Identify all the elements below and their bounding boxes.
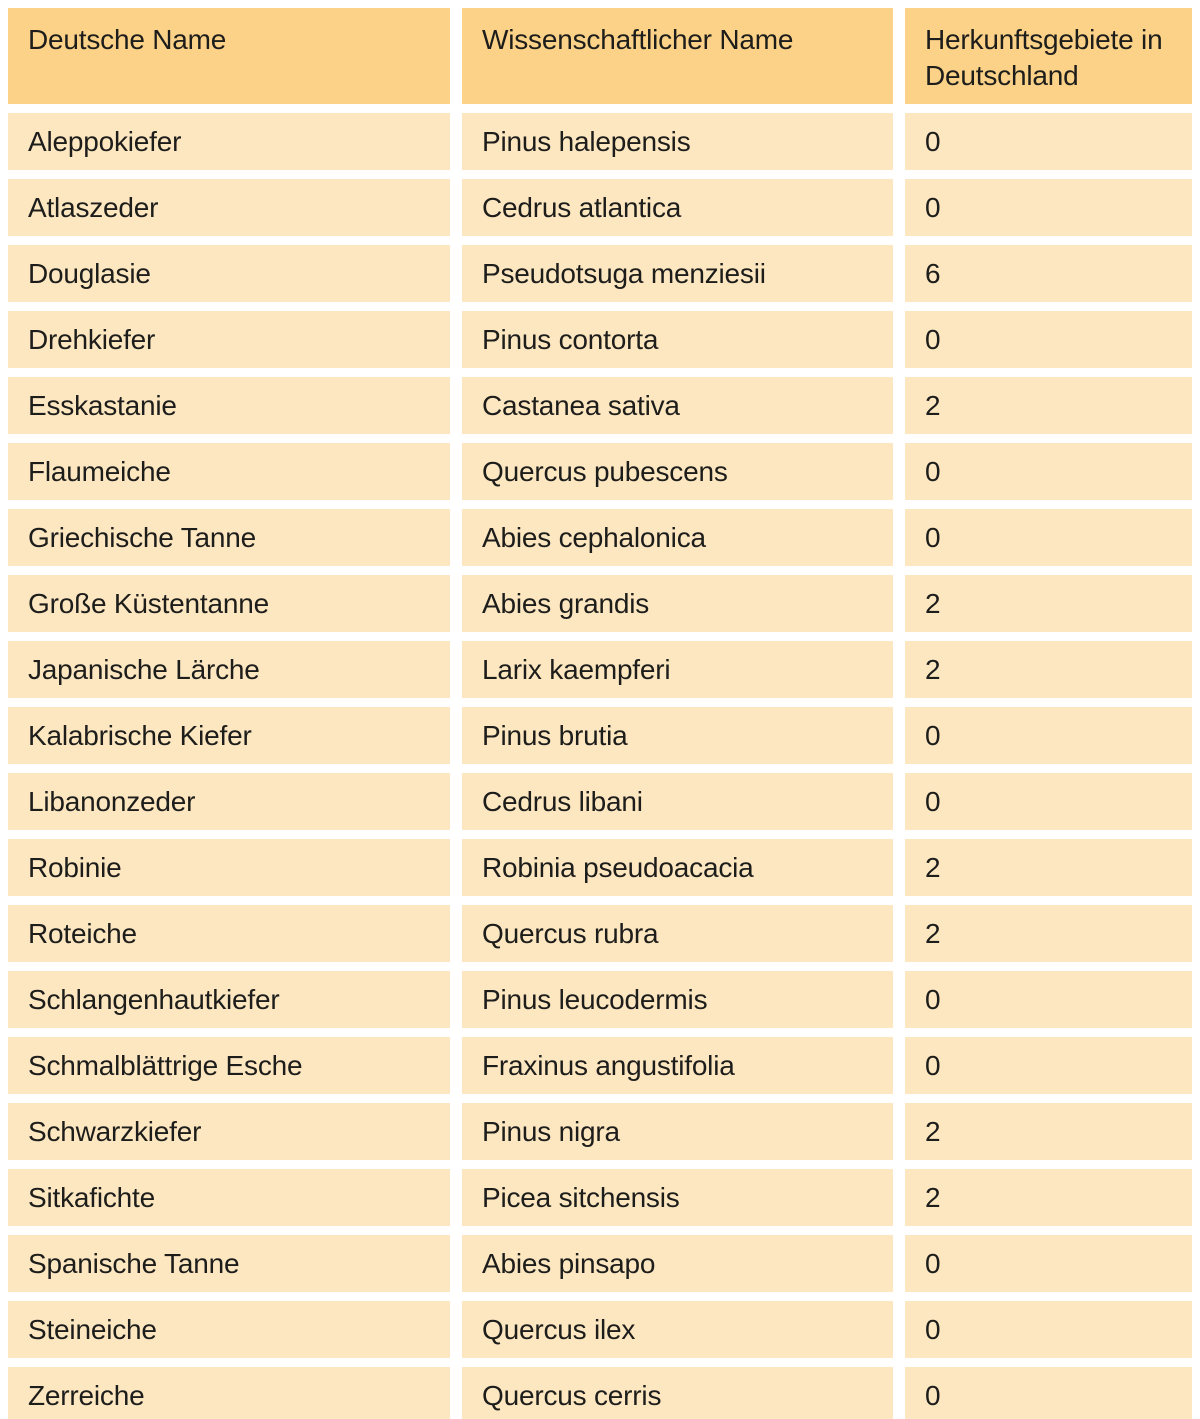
cell-origin-areas: 0: [905, 971, 1192, 1028]
cell-scientific-name: Picea sitchensis: [462, 1169, 893, 1226]
cell-german-name: Schlangenhautkiefer: [8, 971, 450, 1028]
cell-scientific-name: Pinus contorta: [462, 311, 893, 368]
cell-scientific-name: Larix kaempferi: [462, 641, 893, 698]
column-header-origin-areas: [905, 8, 1192, 104]
cell-origin-areas: 2: [905, 575, 1192, 632]
cell-scientific-name: Quercus cerris: [462, 1367, 893, 1419]
cell-german-name: Schwarzkiefer: [8, 1103, 450, 1160]
cell-origin-areas: 6: [905, 245, 1192, 302]
cell-scientific-name: Abies grandis: [462, 575, 893, 632]
column-header-label: Wissenschaftlicher Name: [482, 24, 794, 55]
cell-german-name: Flaumeiche: [8, 443, 450, 500]
cell-german-name: Robinie: [8, 839, 450, 896]
cell-german-name: Douglasie: [8, 245, 450, 302]
cell-origin-areas: 0: [905, 773, 1192, 830]
cell-german-name: Aleppokiefer: [8, 113, 450, 170]
cell-origin-areas: 0: [905, 707, 1192, 764]
cell-scientific-name: Castanea sativa: [462, 377, 893, 434]
column-header-label: Herkunftsgebiete in Deutschland: [925, 24, 1163, 91]
cell-scientific-name: Abies cephalonica: [462, 509, 893, 566]
cell-scientific-name: Abies pinsapo: [462, 1235, 893, 1292]
column-header-german-name: [8, 8, 450, 104]
cell-origin-areas: 2: [905, 1169, 1192, 1226]
cell-german-name: Drehkiefer: [8, 311, 450, 368]
cell-german-name: Esskastanie: [8, 377, 450, 434]
cell-german-name: Japanische Lärche: [8, 641, 450, 698]
cell-origin-areas: 0: [905, 113, 1192, 170]
cell-origin-areas: 0: [905, 509, 1192, 566]
cell-german-name: Libanonzeder: [8, 773, 450, 830]
cell-scientific-name: Pinus nigra: [462, 1103, 893, 1160]
cell-origin-areas: 2: [905, 839, 1192, 896]
cell-origin-areas: 0: [905, 311, 1192, 368]
cell-scientific-name: Quercus rubra: [462, 905, 893, 962]
cell-german-name: Sitkafichte: [8, 1169, 450, 1226]
cell-origin-areas: 0: [905, 1301, 1192, 1358]
cell-german-name: Zerreiche: [8, 1367, 450, 1419]
cell-german-name: Schmalblättrige Esche: [8, 1037, 450, 1094]
cell-origin-areas: 0: [905, 443, 1192, 500]
cell-german-name: Kalabrische Kiefer: [8, 707, 450, 764]
cell-origin-areas: 2: [905, 377, 1192, 434]
cell-scientific-name: Pinus leucodermis: [462, 971, 893, 1028]
cell-origin-areas: 0: [905, 179, 1192, 236]
cell-scientific-name: Cedrus atlantica: [462, 179, 893, 236]
cell-origin-areas: 0: [905, 1235, 1192, 1292]
cell-scientific-name: Robinia pseudoacacia: [462, 839, 893, 896]
cell-german-name: Steineiche: [8, 1301, 450, 1358]
cell-origin-areas: 0: [905, 1037, 1192, 1094]
cell-scientific-name: Pinus halepensis: [462, 113, 893, 170]
cell-german-name: Roteiche: [8, 905, 450, 962]
cell-origin-areas: 0: [905, 1367, 1192, 1419]
column-header-label: Deutsche Name: [28, 24, 227, 55]
cell-german-name: Griechische Tanne: [8, 509, 450, 566]
cell-german-name: Atlaszeder: [8, 179, 450, 236]
cell-scientific-name: Fraxinus angustifolia: [462, 1037, 893, 1094]
cell-scientific-name: Pinus brutia: [462, 707, 893, 764]
cell-scientific-name: Cedrus libani: [462, 773, 893, 830]
cell-german-name: Spanische Tanne: [8, 1235, 450, 1292]
cell-scientific-name: Pseudotsuga menziesii: [462, 245, 893, 302]
cell-origin-areas: 2: [905, 641, 1192, 698]
cell-german-name: Große Küstentanne: [8, 575, 450, 632]
cell-origin-areas: 2: [905, 1103, 1192, 1160]
column-header-scientific-name: [462, 8, 893, 104]
cell-scientific-name: Quercus pubescens: [462, 443, 893, 500]
cell-scientific-name: Quercus ilex: [462, 1301, 893, 1358]
cell-origin-areas: 2: [905, 905, 1192, 962]
